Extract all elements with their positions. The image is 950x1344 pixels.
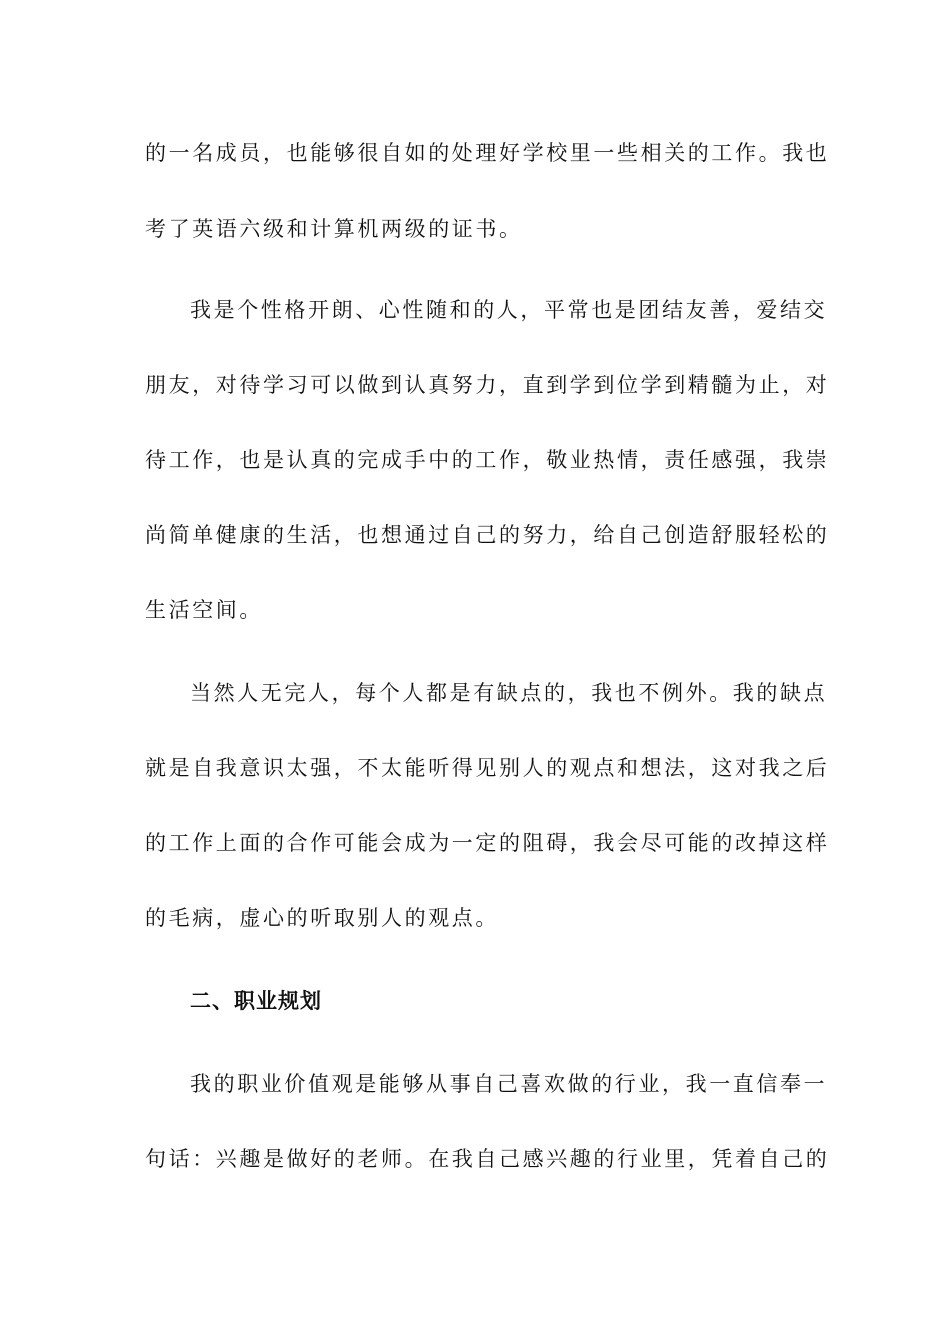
paragraph-line: 句话：兴趣是做好的老师。在我自己感兴趣的行业里，凭着自己的 xyxy=(145,1147,830,1171)
paragraph-line: 待工作，也是认真的完成手中的工作，敬业热情，责任感强，我崇 xyxy=(145,448,830,472)
paragraph-line: 的一名成员，也能够很自如的处理好学校里一些相关的工作。我也 xyxy=(145,141,830,165)
paragraph-line: 朋友，对待学习可以做到认真努力，直到学到位学到精髓为止，对 xyxy=(145,373,830,397)
paragraph-line: 的毛病，虚心的听取别人的观点。 xyxy=(145,906,499,930)
paragraph-line: 考了英语六级和计算机两级的证书。 xyxy=(145,217,523,241)
paragraph-line: 就是自我意识太强，不太能听得见别人的观点和想法，这对我之后 xyxy=(145,756,830,780)
paragraph-line: 生活空间。 xyxy=(145,598,263,622)
paragraph-line: 的工作上面的合作可能会成为一定的阻碍，我会尽可能的改掉这样 xyxy=(145,831,830,855)
paragraph-line: 当然人无完人，每个人都是有缺点的，我也不例外。我的缺点 xyxy=(190,681,828,705)
paragraph-line: 我是个性格开朗、心性随和的人，平常也是团结友善，爱结交 xyxy=(190,298,828,322)
paragraph-line: 尚简单健康的生活，也想通过自己的努力，给自己创造舒服轻松的 xyxy=(145,523,830,547)
section-heading: 二、职业规划 xyxy=(190,989,322,1013)
paragraph-line: 我的职业价值观是能够从事自己喜欢做的行业，我一直信奉一 xyxy=(190,1072,828,1096)
